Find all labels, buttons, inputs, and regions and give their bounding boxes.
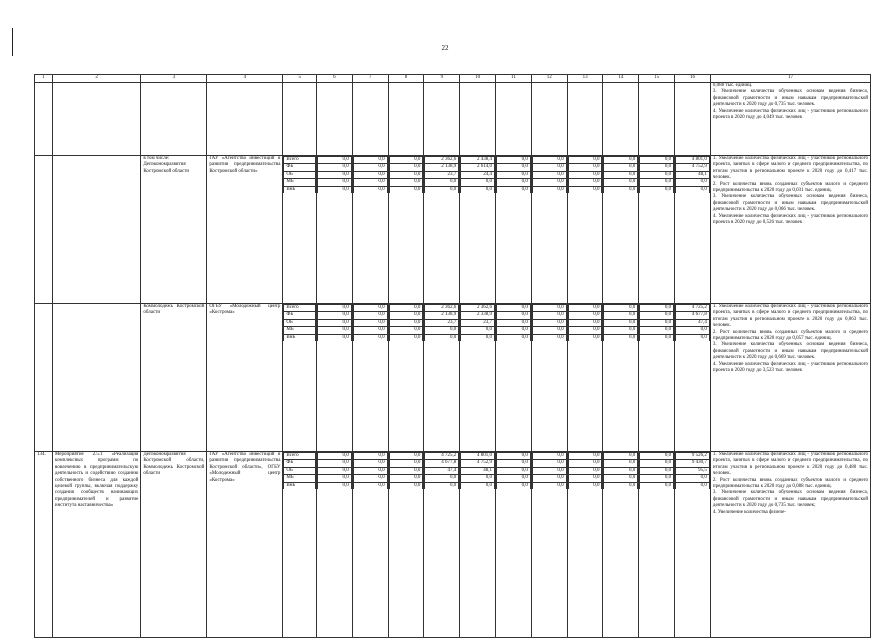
- expected-results: 0,088 тыс. единиц. 3. Увеличение количества обученных основам ведения бизнеса, финансовой грамотности и иным навыкам предпринимательской деятельности к 2020 году до 0,735 тыс. человек. 4. Увеличение количества физических лиц - участников регионального проекта в 2020 году до 4,049 тыс. человек: [710, 83, 870, 156]
- value-cell: 0,0: [497, 475, 531, 482]
- value-cell: 0,0: [389, 171, 423, 178]
- value-cell: 0,0: [604, 179, 638, 186]
- value-cell: 0,0: [317, 482, 351, 489]
- value-cell: 0,0: [389, 305, 423, 312]
- source-labels: [283, 304, 317, 452]
- source-label: МБ: [284, 179, 316, 186]
- value-cell: 4 677,8: [425, 460, 459, 467]
- value-column-12: [531, 304, 567, 452]
- value-cell: 0,0: [425, 482, 459, 489]
- value-column-7: [352, 304, 388, 452]
- value-cell: 0,0: [676, 186, 710, 193]
- value-cell: 0,0: [676, 327, 710, 334]
- value-column-15: [639, 452, 675, 638]
- value-cell: 0,0: [425, 334, 459, 341]
- participant-cell: ГАУ «Агентство инвестиций и развития предпринимательства Костромской области»: [207, 156, 283, 304]
- value-cell: 0,0: [497, 453, 531, 460]
- value-cell: 0,0: [568, 334, 602, 341]
- value-column-9: [424, 156, 460, 304]
- value-cell: 0,0: [640, 186, 674, 193]
- value-cell: 0,0: [497, 312, 531, 319]
- value-cell: 4 725,2: [676, 305, 710, 312]
- value-cell: 48,1: [676, 171, 710, 178]
- header-cell: 7: [352, 75, 388, 83]
- value-cell: 0,0: [604, 334, 638, 341]
- value-column-8: [388, 83, 424, 156]
- value-cell: 0,0: [604, 475, 638, 482]
- value-column-10: [460, 83, 496, 156]
- value-column-14: [603, 156, 639, 304]
- value-cell: 4 752,9: [461, 460, 495, 467]
- value-cell: 0,0: [389, 186, 423, 193]
- value-cell: 0,0: [532, 453, 566, 460]
- value-column-14: [603, 452, 639, 638]
- value-cell: 47,4: [676, 319, 710, 326]
- measure-name: [52, 83, 140, 156]
- value-cell: 0,0: [532, 319, 566, 326]
- source-label: ФБ: [284, 312, 316, 319]
- value-column-15: [639, 83, 675, 156]
- value-column-6: [316, 156, 352, 304]
- value-cell: 0,0: [353, 319, 387, 326]
- source-label: ВнБ: [284, 334, 316, 341]
- source-label: Всего: [284, 305, 316, 312]
- value-cell: 23,7: [425, 319, 459, 326]
- value-column-16: [675, 452, 711, 638]
- value-column-8: [388, 452, 424, 638]
- value-cell: 0,0: [640, 453, 674, 460]
- value-cell: 0,0: [604, 164, 638, 171]
- value-cell: 0,0: [532, 164, 566, 171]
- value-cell: 0,0: [389, 467, 423, 474]
- value-cell: 0,0: [640, 305, 674, 312]
- value-column-14: [603, 83, 639, 156]
- value-cell: 0,0: [604, 467, 638, 474]
- value-cell: 0,0: [317, 319, 351, 326]
- value-cell: 0,0: [497, 467, 531, 474]
- value-cell: 0,0: [317, 327, 351, 334]
- header-cell: 2: [52, 75, 140, 83]
- value-cell: 0,0: [497, 157, 531, 164]
- source-labels: [283, 452, 317, 638]
- row-number: [35, 83, 53, 156]
- value-column-13: [567, 156, 603, 304]
- value-cell: 0,0: [568, 312, 602, 319]
- source-label: Всего: [284, 157, 316, 164]
- participant-cell: [207, 83, 283, 156]
- value-cell: 0,0: [317, 467, 351, 474]
- table-row: [35, 83, 871, 156]
- table-row: [35, 452, 871, 638]
- value-cell: 0,0: [640, 312, 674, 319]
- value-cell: 0,0: [532, 327, 566, 334]
- header-cell: 1: [35, 75, 53, 83]
- table-row: [35, 156, 871, 304]
- value-cell: 0,0: [353, 164, 387, 171]
- value-cell: 2 362,6: [461, 305, 495, 312]
- header-cell: 3: [141, 75, 207, 83]
- value-cell: 0,0: [640, 482, 674, 489]
- value-cell: 0,0: [604, 319, 638, 326]
- value-cell: 0,0: [497, 164, 531, 171]
- value-column-7: [352, 452, 388, 638]
- value-column-12: [531, 156, 567, 304]
- header-row: [35, 75, 871, 83]
- value-cell: 2 438,4: [461, 157, 495, 164]
- value-column-6: [316, 452, 352, 638]
- value-cell: 0,0: [497, 305, 531, 312]
- value-cell: 0,0: [317, 164, 351, 171]
- value-cell: 0,0: [568, 305, 602, 312]
- value-cell: 0,0: [568, 171, 602, 178]
- value-cell: 0,0: [532, 186, 566, 193]
- value-cell: 0,0: [568, 482, 602, 489]
- value-cell: 0,0: [676, 475, 710, 482]
- value-cell: 0,0: [353, 467, 387, 474]
- value-cell: 4 801,0: [676, 157, 710, 164]
- value-cell: 0,0: [389, 179, 423, 186]
- source-label: ОБ: [284, 319, 316, 326]
- value-column-6: [316, 304, 352, 452]
- header-cell: 14: [603, 75, 639, 83]
- value-cell: 0,0: [676, 482, 710, 489]
- source-label: ОБ: [284, 171, 316, 178]
- value-cell: 0,0: [532, 179, 566, 186]
- value-cell: 0,0: [317, 334, 351, 341]
- value-cell: 0,0: [604, 312, 638, 319]
- value-cell: 0,0: [389, 482, 423, 489]
- value-cell: 0,0: [461, 334, 495, 341]
- source-label: МБ: [284, 327, 316, 334]
- value-cell: 0,0: [532, 467, 566, 474]
- value-cell: 0,0: [604, 157, 638, 164]
- value-cell: 95,5: [676, 467, 710, 474]
- value-cell: 0,0: [568, 460, 602, 467]
- value-column-10: [460, 156, 496, 304]
- value-cell: 0,0: [461, 327, 495, 334]
- source-label: ВнБ: [284, 186, 316, 193]
- value-cell: 0,0: [497, 319, 531, 326]
- value-cell: 0,0: [461, 179, 495, 186]
- value-cell: 0,0: [640, 334, 674, 341]
- value-cell: 4 677,8: [676, 312, 710, 319]
- value-cell: 0,0: [568, 179, 602, 186]
- value-column-8: [388, 304, 424, 452]
- value-cell: 0,0: [389, 157, 423, 164]
- row-number: [35, 156, 53, 304]
- value-column-11: [496, 83, 532, 156]
- row-number: 134.: [35, 452, 53, 638]
- value-cell: 0,0: [461, 186, 495, 193]
- source-labels: [283, 156, 317, 304]
- value-cell: 0,0: [317, 186, 351, 193]
- value-cell: 0,0: [353, 460, 387, 467]
- value-cell: 2 338,9: [461, 312, 495, 319]
- value-cell: 0,0: [317, 171, 351, 178]
- row-number: [35, 304, 53, 452]
- value-cell: 0,0: [425, 327, 459, 334]
- value-cell: 0,0: [568, 475, 602, 482]
- value-cell: 0,0: [353, 475, 387, 482]
- executor-cell: Депэкономразвития Костромской области, Коммолодежь Костромской области: [141, 452, 207, 638]
- value-cell: 0,0: [497, 179, 531, 186]
- value-cell: 0,0: [389, 334, 423, 341]
- value-cell: 0,0: [389, 164, 423, 171]
- value-column-9: [424, 452, 460, 638]
- value-cell: 0,0: [353, 312, 387, 319]
- value-cell: 0,0: [353, 171, 387, 178]
- value-column-12: [531, 452, 567, 638]
- source-label: ФБ: [284, 460, 316, 467]
- value-cell: 0,0: [461, 482, 495, 489]
- source-label: ФБ: [284, 164, 316, 171]
- value-cell: 4 725,2: [425, 453, 459, 460]
- value-cell: 0,0: [604, 327, 638, 334]
- value-cell: 0,0: [389, 475, 423, 482]
- value-column-12: [531, 83, 567, 156]
- table-body: [35, 83, 871, 638]
- value-column-15: [639, 304, 675, 452]
- header-cell: 5: [283, 75, 317, 83]
- value-cell: 0,0: [640, 157, 674, 164]
- value-cell: 0,0: [604, 186, 638, 193]
- value-cell: 0,0: [532, 334, 566, 341]
- header-cell: 16: [675, 75, 711, 83]
- expected-results: 1. Увеличение количества физических лиц - участников регионального проекта, занятых в сфере малого и среднего предпринимательства, по итогам участия в региональном проекте к 2020 году до 0,417 тыс. человек. 2. Рост количества вновь созданных субъектов малого и среднего предпринимательства к 2020 году до 0,031 тыс. единиц. 3. Увеличение количества обученных основам ведения бизнеса, финансовой грамотности и иным навыкам предпринимательской деятельности к 2020 году до 0,066 тыс. человек. 4. Увеличение количества физических лиц - участников регионального проекта в 2020 году до 0,526 тыс. человек: [710, 156, 870, 304]
- value-column-13: [567, 83, 603, 156]
- value-cell: 0,0: [353, 482, 387, 489]
- value-cell: 0,0: [532, 312, 566, 319]
- value-cell: 0,0: [353, 305, 387, 312]
- value-cell: 0,0: [604, 453, 638, 460]
- table-row: [35, 304, 871, 452]
- value-column-8: [388, 156, 424, 304]
- expected-results: 1. Увеличение количества физических лиц - участников регионального проекта, занятых в сфере малого и среднего предпринимательства, по итогам участия в региональном проекте к 2020 году до 0,063 тыс. человек. 2. Рост количества вновь созданных субъектов малого и среднего предпринимательства к 2020 году до 0,057 тыс. единиц. 3. Увеличение количества обученных основам ведения бизнеса, финансовой грамотности и иным навыкам предпринимательской деятельности к 2020 году до 0,669 тыс. человек. 4. Увеличение количества физических лиц - участников регионального проекта в 2020 году до 3,523 тыс. человек: [710, 304, 870, 452]
- value-cell: 0,0: [568, 319, 602, 326]
- value-cell: 23,7: [425, 171, 459, 178]
- executor-cell: в том числе: Депэкономразвития Костромской области: [141, 156, 207, 304]
- program-table: [34, 74, 871, 638]
- value-column-16: [675, 83, 711, 156]
- header-cell: 12: [531, 75, 567, 83]
- value-cell: 0,0: [317, 157, 351, 164]
- value-cell: 0,0: [568, 467, 602, 474]
- value-cell: 9 430,7: [676, 460, 710, 467]
- value-cell: 0,0: [317, 475, 351, 482]
- header-cell: 4: [207, 75, 283, 83]
- value-cell: 0,0: [497, 327, 531, 334]
- value-column-9: [424, 304, 460, 452]
- value-cell: 0,0: [389, 453, 423, 460]
- header-cell: 13: [567, 75, 603, 83]
- value-cell: 0,0: [389, 312, 423, 319]
- value-cell: 24,4: [461, 171, 495, 178]
- value-cell: 0,0: [353, 327, 387, 334]
- value-cell: 0,0: [353, 453, 387, 460]
- participant-cell: ОГБУ «Молодежный центр «Кострома»: [207, 304, 283, 452]
- value-cell: 0,0: [317, 453, 351, 460]
- value-cell: 0,0: [604, 305, 638, 312]
- participant-cell: ГАУ «Агентство инвестиций и развития предпринимательства Костромской области», ОГБУ «Молодежный центр «Кострома»: [207, 452, 283, 638]
- value-cell: 0,0: [532, 460, 566, 467]
- value-column-10: [460, 304, 496, 452]
- value-cell: 0,0: [497, 186, 531, 193]
- value-cell: 2 362,6: [425, 157, 459, 164]
- value-cell: 0,0: [497, 171, 531, 178]
- value-cell: 0,0: [640, 467, 674, 474]
- value-cell: 0,0: [497, 460, 531, 467]
- value-cell: 0,0: [604, 482, 638, 489]
- value-cell: 0,0: [317, 305, 351, 312]
- measure-name: [52, 156, 140, 304]
- value-cell: 0,0: [353, 157, 387, 164]
- header-cell: 9: [424, 75, 460, 83]
- header-cell: 17: [710, 75, 870, 83]
- source-labels: [283, 83, 317, 156]
- source-label: Всего: [284, 453, 316, 460]
- header-cell: 6: [316, 75, 352, 83]
- value-cell: 0,0: [568, 157, 602, 164]
- header-cell: 11: [496, 75, 532, 83]
- value-cell: 0,0: [389, 327, 423, 334]
- value-cell: 0,0: [640, 319, 674, 326]
- value-column-7: [352, 83, 388, 156]
- value-cell: 0,0: [568, 453, 602, 460]
- value-column-10: [460, 452, 496, 638]
- value-column-9: [424, 83, 460, 156]
- value-cell: 0,0: [425, 475, 459, 482]
- value-cell: 0,0: [532, 482, 566, 489]
- value-column-16: [675, 304, 711, 452]
- source-label: ВнБ: [284, 482, 316, 489]
- value-cell: 0,0: [425, 186, 459, 193]
- value-column-14: [603, 304, 639, 452]
- expected-results: 1. Увеличение количества физических лиц - участников регионального проекта, занятых в сфере малого и среднего предпринимательства, по итогам участия в региональном проекте к 2020 году до 0,480 тыс. человек. 2. Рост количества вновь созданных субъектов малого и среднего предпринимательства к 2020 году до 0,088 тыс. единиц. 3. Увеличение количества обученных основам ведения бизнеса, финансовой грамотности и иным навыкам предпринимательской деятельности к 2020 году до 0,735 тыс. человек; 4. Увеличение количества физиче-: [710, 452, 870, 638]
- value-cell: 0,0: [568, 327, 602, 334]
- value-cell: 0,0: [640, 179, 674, 186]
- value-cell: 2 138,9: [425, 312, 459, 319]
- value-column-11: [496, 304, 532, 452]
- value-cell: 0,0: [497, 482, 531, 489]
- source-label: ОБ: [284, 467, 316, 474]
- value-cell: 0,0: [353, 179, 387, 186]
- value-column-11: [496, 452, 532, 638]
- value-cell: 0,0: [640, 460, 674, 467]
- value-cell: 0,0: [425, 179, 459, 186]
- measure-name: Мероприятие 2.5.1 «Реализация комплексных программ по вовлечению в предпринимательскую деятельность и содействию созданию собственного бизнеса для каждой целевой группы, включая поддержку создания сообществ начинающих предпринимателей и развитие института наставничества»: [52, 452, 140, 638]
- value-column-7: [352, 156, 388, 304]
- value-column-6: [316, 83, 352, 156]
- value-cell: 4 801,0: [461, 453, 495, 460]
- value-cell: 0,0: [604, 460, 638, 467]
- value-cell: 0,0: [640, 164, 674, 171]
- value-cell: 47,4: [425, 467, 459, 474]
- value-column-16: [675, 156, 711, 304]
- value-cell: 2 614,0: [461, 164, 495, 171]
- value-cell: 0,0: [640, 475, 674, 482]
- value-cell: 0,0: [640, 171, 674, 178]
- value-column-11: [496, 156, 532, 304]
- executor-cell: [141, 83, 207, 156]
- header-cell: 10: [460, 75, 496, 83]
- header-cell: 15: [639, 75, 675, 83]
- value-column-15: [639, 156, 675, 304]
- value-cell: 2 362,6: [425, 305, 459, 312]
- value-cell: 0,0: [317, 312, 351, 319]
- value-cell: 9 526,2: [676, 453, 710, 460]
- value-cell: 0,0: [532, 157, 566, 164]
- header-cell: 8: [388, 75, 424, 83]
- value-cell: 0,0: [389, 319, 423, 326]
- value-cell: 0,0: [676, 179, 710, 186]
- value-cell: 4 752,9: [676, 164, 710, 171]
- value-cell: 0,0: [604, 171, 638, 178]
- value-cell: 48,1: [461, 467, 495, 474]
- value-cell: 0,0: [640, 327, 674, 334]
- value-cell: 0,0: [317, 460, 351, 467]
- value-cell: 0,0: [532, 475, 566, 482]
- value-cell: 2 138,9: [425, 164, 459, 171]
- value-cell: 0,0: [676, 334, 710, 341]
- value-column-13: [567, 304, 603, 452]
- value-cell: 23,7: [461, 319, 495, 326]
- value-cell: 0,0: [461, 475, 495, 482]
- value-cell: 0,0: [568, 164, 602, 171]
- value-cell: 0,0: [353, 186, 387, 193]
- page-number: 22: [441, 44, 449, 52]
- value-cell: 0,0: [568, 186, 602, 193]
- value-cell: 0,0: [532, 171, 566, 178]
- value-cell: 0,0: [389, 460, 423, 467]
- measure-name: [52, 304, 140, 452]
- value-cell: 0,0: [317, 179, 351, 186]
- executor-cell: Коммолодежь Костромской области: [141, 304, 207, 452]
- source-label: МБ: [284, 475, 316, 482]
- value-cell: 0,0: [532, 305, 566, 312]
- value-cell: 0,0: [353, 334, 387, 341]
- value-column-13: [567, 452, 603, 638]
- value-cell: 0,0: [497, 334, 531, 341]
